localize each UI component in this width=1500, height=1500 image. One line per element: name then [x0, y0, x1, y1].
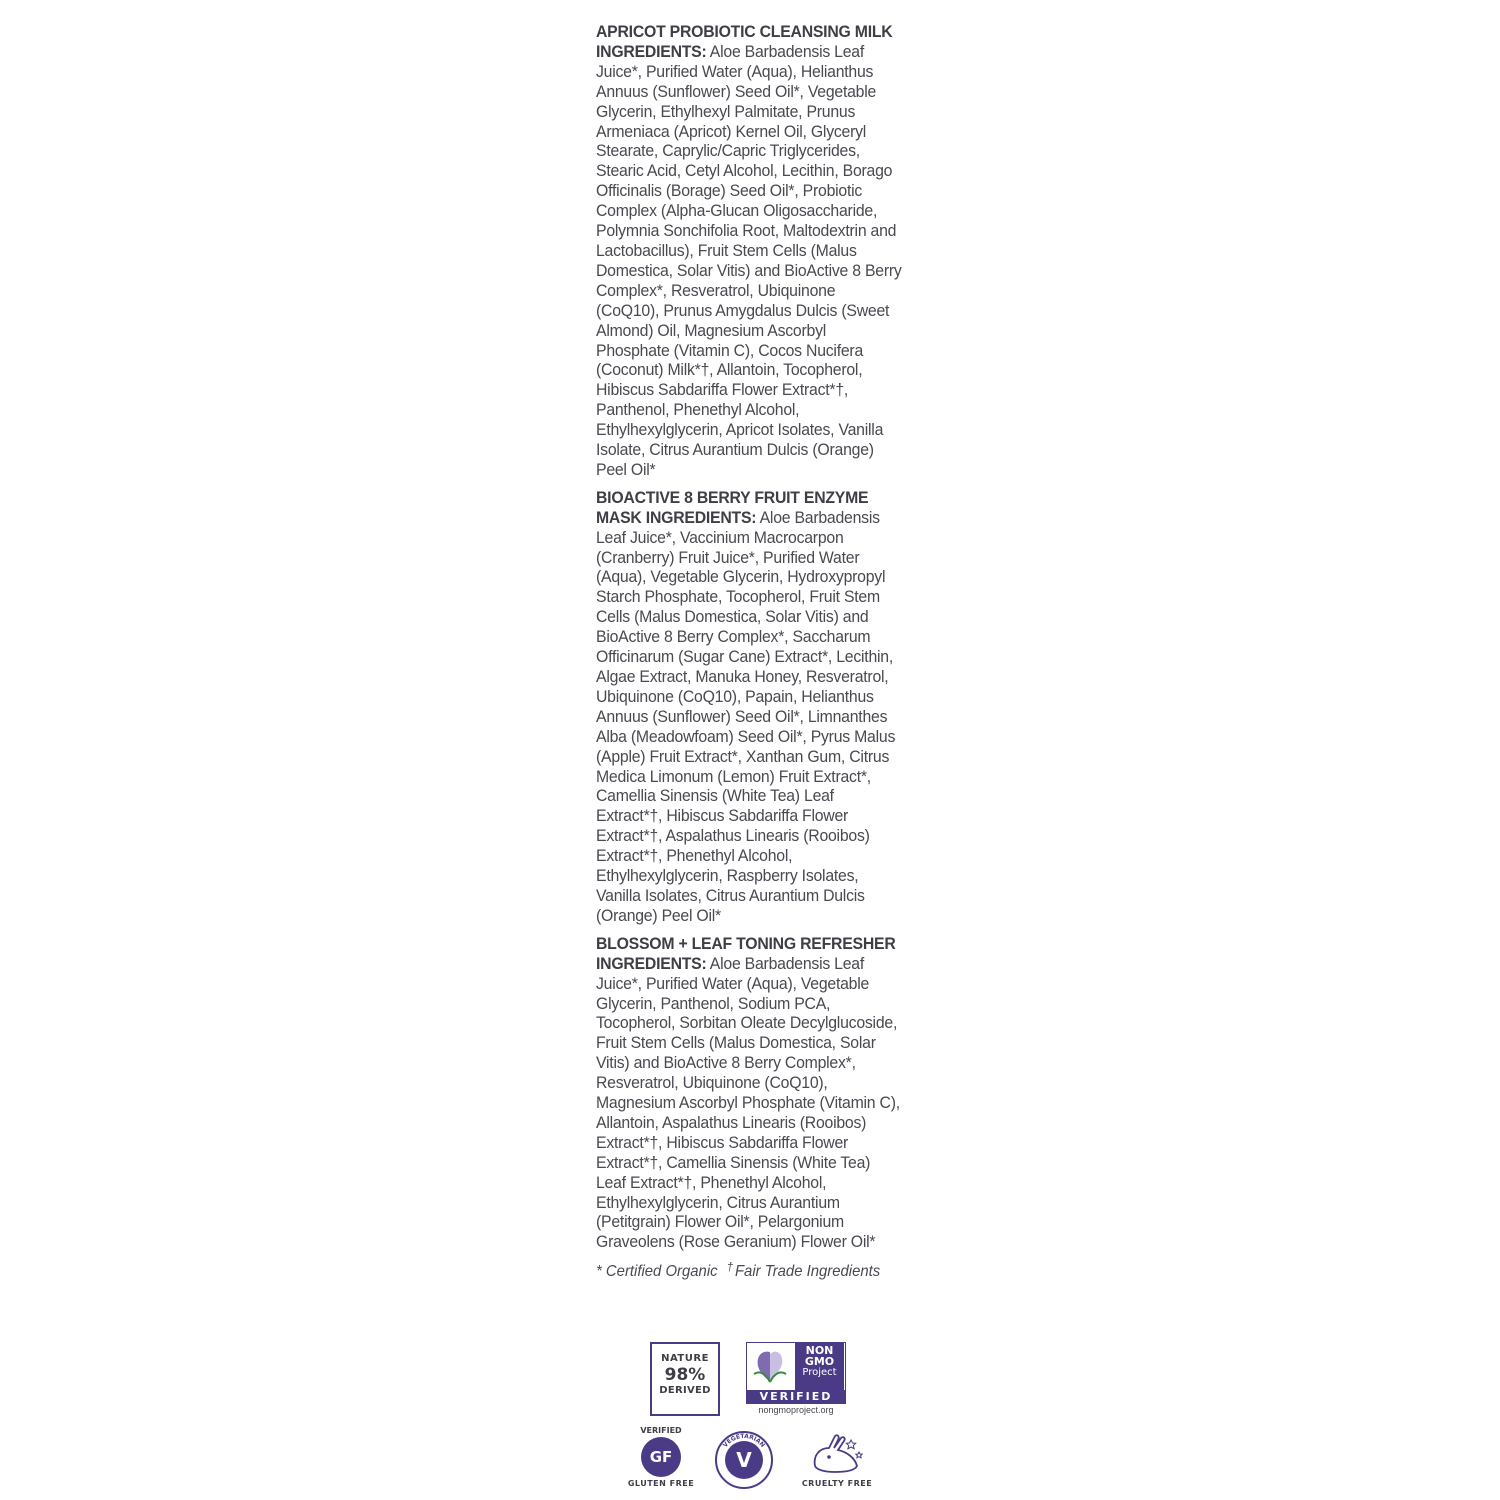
- cruelty-free-text: CRUELTY FREE: [801, 1479, 873, 1488]
- non-gmo-badge: [746, 1342, 846, 1414]
- gf-icon: GF: [641, 1437, 681, 1477]
- vegetarian-icon: [714, 1430, 774, 1490]
- non-label: NON: [805, 1344, 834, 1357]
- non-gmo-url: nongmoproject.org: [758, 1405, 834, 1415]
- nature-label: NATURE: [661, 1353, 709, 1364]
- footnote: [596, 1260, 881, 1281]
- ingredient-list: Aloe Barbadensis Leaf Juice*, Purified Water (Aqua), Vegetable Glycerin, Panthenol, Sodium PCA, Tocopherol, Sorbitan Oleate Decylglucoside, Fruit Stem Cells (Malus Domestica, Solar Vitis) and BioActive 8 Berry Complex*, Resveratrol, Ubiquinone (CoQ10), Magnesium Ascorbyl Phosphate (Vitamin C), Allantoin, Aspalathus Linearis (Rooibos) Extract*†, Hibiscus Sabdariffa Flower Extract*†, Camellia Sinensis (White Tea) Leaf Extract*†, Phenethyl Alcohol, Ethylhexylglycerin, Citrus Aurantium (Petitgrain) Flower Oil*, Pelargonium Graveolens (Rose Geranium) Flower Oil*: [596, 953, 900, 1252]
- derived-label: DERIVED: [659, 1385, 711, 1396]
- ingredient-list: Aloe Barbadensis Leaf Juice*, Purified Water (Aqua), Helianthus Annuus (Sunflower) Seed Oil*, Vegetable Glycerin, Ethylhexyl Palmitate, Prunus Armeniaca (Apricot) Kernel Oil, Glyceryl Stearate, Caprylic/Capric Triglycerides, Stearic Acid, Cetyl Alcohol, Lecithin, Borago Officinalis (Borage) Seed Oil*, Probiotic Complex (Alpha-Glucan Oligosaccharide, Polymnia Sonchifolia Root, Maltodextrin and Lactobacillus), Fruit Stem Cells (Malus Domestica, Solar Vitis) and BioActive 8 Berry Complex*, Resveratrol, Ubiquinone (CoQ10), Prunus Amygdalus Dulcis (Sweet Almond) Oil, Magnesium Ascorbyl Phosphate (Vitamin C), Cocos Nucifera (Coconut) Milk*†, Allantoin, Tocopherol, Hibiscus Sabdariffa Flower Extract*†, Panthenol, Phenethyl Alcohol, Ethylhexylglycerin, Apricot Isolates, Vanilla Isolate, Citrus Aurantium Dulcis (Orange) Peel Oil*: [596, 41, 902, 479]
- section-heading: BLOSSOM + LEAF TONING REFRESHER INGREDIENTS:: [596, 933, 896, 973]
- ingredient-list: Aloe Barbadensis Leaf Juice*, Vaccinium Macrocarpon (Cranberry) Fruit Juice*, Purified Water (Aqua), Vegetable Glycerin, Hydroxypropyl Starch Phosphate, Tocopherol, Fruit Stem Cells (Malus Domestica, Solar Vitis) and BioActive 8 Berry Complex*, Saccharum Officinarum (Sugar Cane) Extract*, Lecithin, Algae Extract, Manuka Honey, Resveratrol, Ubiquinone (CoQ10), Papain, Helianthus Annuus (Sunflower) Seed Oil*, Limnanthes Alba (Meadowfoam) Seed Oil*, Pyrus Malus (Apple) Fruit Extract*, Xanthan Gum, Citrus Medica Limonum (Lemon) Fruit Extract*, Camellia Sinensis (White Tea) Leaf Extract*†, Hibiscus Sabdariffa Flower Extract*†, Aspalathus Linearis (Rooibos) Extract*†, Phenethyl Alcohol, Ethylhexylglycerin, Raspberry Isolates, Vanilla Isolates, Citrus Aurantium Dulcis (Orange) Peel Oil*: [596, 507, 896, 925]
- nature-percent: 98%: [664, 1365, 706, 1385]
- vegetarian-ring-label: VEGETARIAN: [721, 1432, 767, 1449]
- bunny-icon: [807, 1432, 867, 1476]
- section-heading: APRICOT PROBIOTIC CLEANSING MILK INGREDIENTS:: [596, 22, 893, 61]
- cruelty-free-badge: [792, 1432, 882, 1488]
- gmo-label: GMO: [804, 1355, 835, 1368]
- toning-refresher-section: [596, 934, 902, 1253]
- dagger-symbol: †: [726, 1260, 734, 1275]
- fair-trade-note: Fair Trade Ingredients: [734, 1263, 881, 1281]
- section-heading: BIOACTIVE 8 BERRY FRUIT ENZYME MASK INGREDIENTS:: [596, 487, 869, 527]
- ingredients-panel: [596, 22, 902, 1281]
- gluten-free-badge: [626, 1426, 696, 1488]
- butterfly-icon: [748, 1344, 792, 1388]
- project-label: Project: [802, 1367, 837, 1378]
- nature-derived-badge: [650, 1342, 720, 1416]
- enzyme-mask-section: [596, 488, 902, 926]
- verified-text: VERIFIED: [640, 1426, 682, 1435]
- verified-label: VERIFIED: [746, 1390, 846, 1404]
- certification-badges: [596, 1340, 902, 1500]
- organic-note: * Certified Organic: [596, 1263, 718, 1281]
- non-gmo-box: [795, 1342, 844, 1390]
- vegetarian-mark: V: [736, 1448, 752, 1472]
- cleansing-milk-section: [596, 22, 902, 480]
- gluten-free-text: GLUTEN FREE: [627, 1479, 695, 1488]
